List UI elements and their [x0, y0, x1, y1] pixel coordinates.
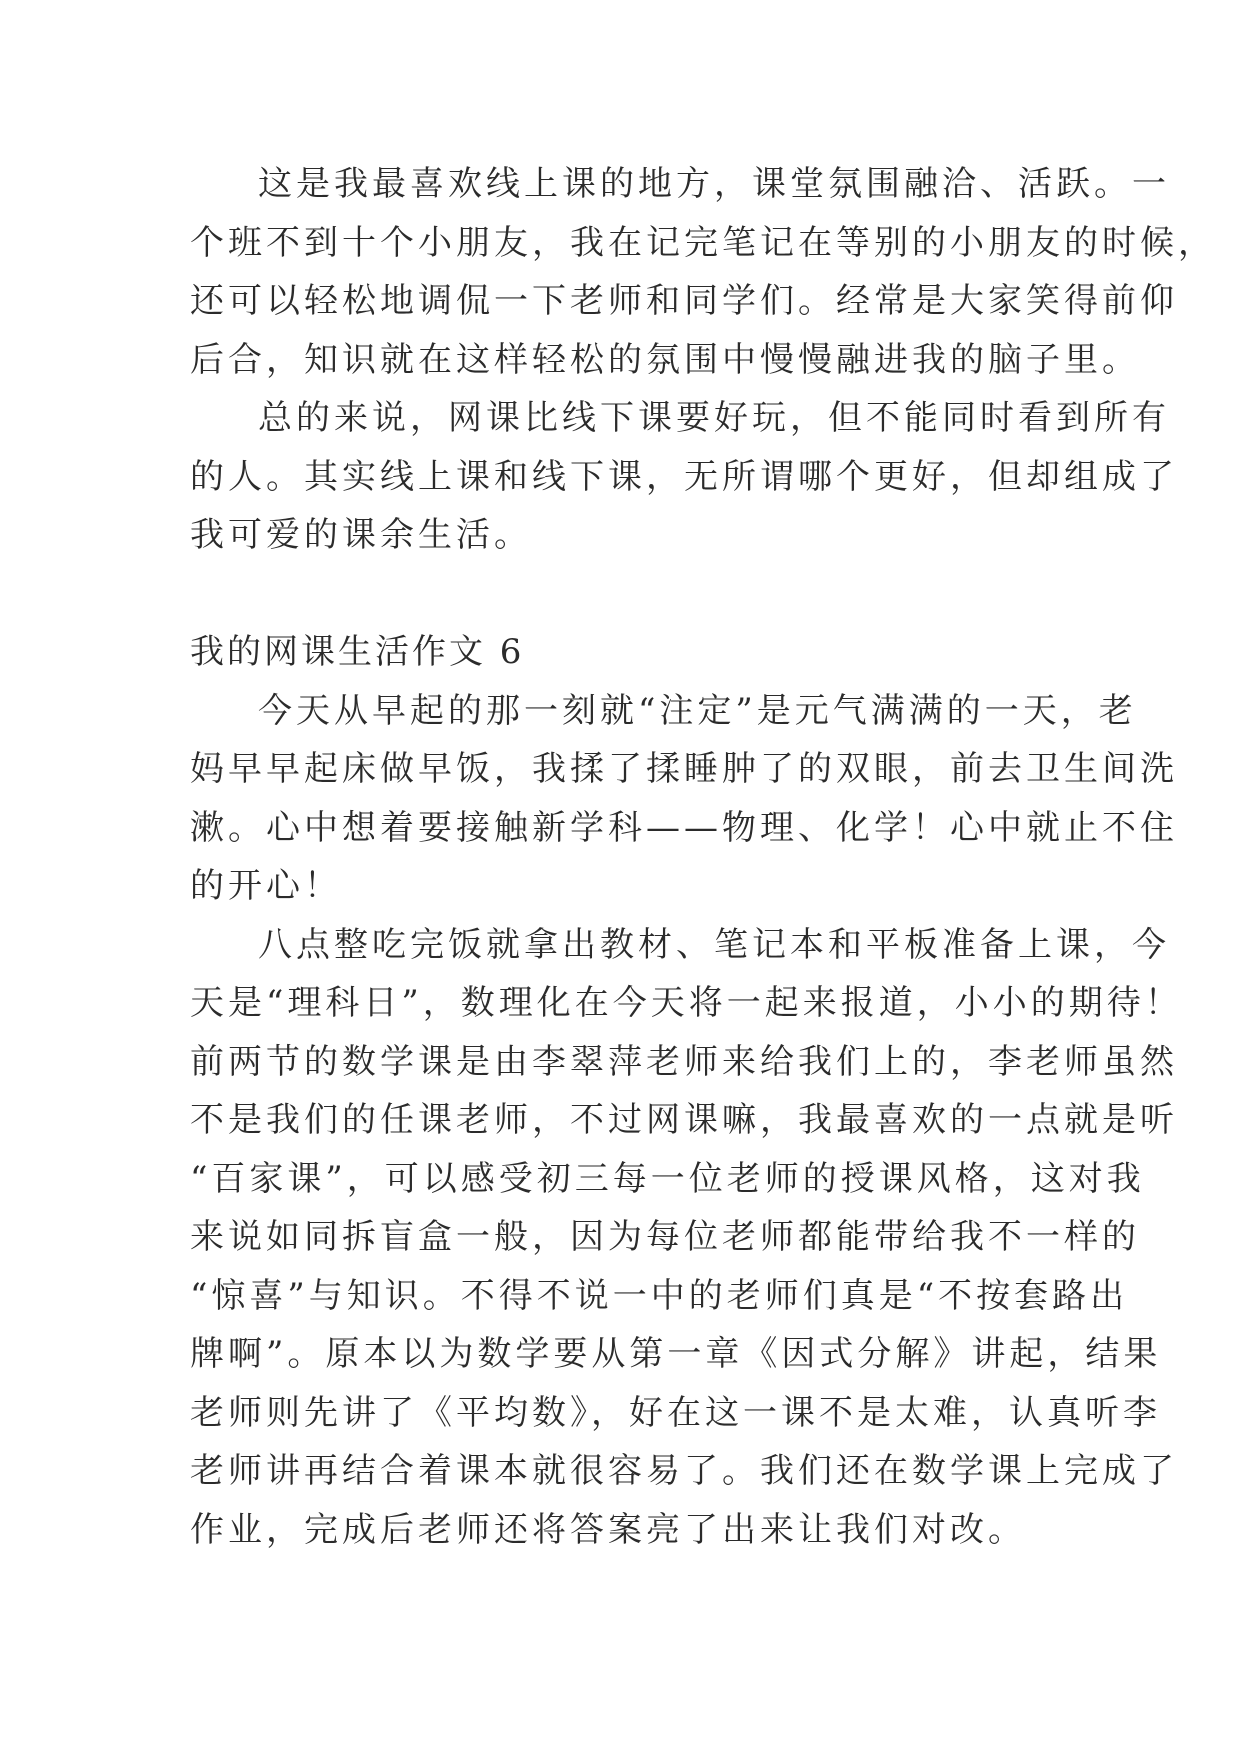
paragraph-1-line-3: 还可以轻松地调侃一下老师和同学们。经常是大家笑得前仰	[190, 281, 1178, 321]
paragraph-4-line-10: 老师讲再结合着课本就很容易了。我们还在数学课上完成了	[190, 1451, 1178, 1491]
paragraph-3-line-3: 漱。心中想着要接触新学科——物理、化学！心中就止不住	[190, 807, 1178, 848]
paragraph-4-line-7: “惊喜”与知识。不得不说一中的老师们真是“不按套路出	[190, 1275, 1129, 1316]
paragraph-4-line-3: 前两节的数学课是由李翠萍老师来给我们上的，李老师虽然	[190, 1041, 1178, 1082]
paragraph-1-line-1: 这是我最喜欢线上课的地方，课堂氛围融洽、活跃。一	[258, 164, 1170, 204]
paragraph-4-line-1: 八点整吃完饭就拿出教材、笔记本和平板准备上课，今	[258, 924, 1170, 965]
paragraph-2-line-2: 的人。其实线上课和线下课，无所谓哪个更好，但却组成了	[190, 456, 1178, 497]
paragraph-3-line-4: 的开心！	[190, 866, 342, 906]
paragraph-4-line-8: 牌啊”。原本以为数学要从第一章《因式分解》讲起，结果	[190, 1334, 1162, 1374]
section-title: 我的网课生活作文 6	[190, 632, 525, 672]
section-gap	[190, 565, 1070, 624]
paragraph-2-line-1: 总的来说，网课比线下课要好玩，但不能同时看到所有	[258, 398, 1170, 438]
paragraph-3-line-1: 今天从早起的那一刻就“注定”是元气满满的一天，老	[258, 690, 1137, 731]
paragraph-2-line-3: 我可爱的课余生活。	[190, 515, 532, 555]
paragraph-1-line-4: 后合，知识就在这样轻松的氛围中慢慢融进我的脑子里。	[190, 339, 1140, 380]
paragraph-4-line-5: “百家课”，可以感受初三每一位老师的授课风格，这对我	[190, 1158, 1145, 1199]
paragraph-4-line-4: 不是我们的任课老师，不过网课嘛，我最喜欢的一点就是听	[190, 1100, 1178, 1140]
paragraph-1-line-2: 个班不到十个小朋友，我在记完笔记在等别的小朋友的时候，	[190, 222, 1216, 263]
paragraph-4-line-2: 天是“理科日”，数理化在今天将一起来报道，小小的期待！	[190, 983, 1183, 1023]
paragraph-4-line-11: 作业，完成后老师还将答案亮了出来让我们对改。	[190, 1509, 1026, 1550]
document-body	[190, 155, 1216, 1559]
paragraph-4-line-9: 老师则先讲了《平均数》，好在这一课不是太难，认真听李	[190, 1392, 1161, 1433]
paragraph-3-line-2: 妈早早起床做早饭，我揉了揉睡肿了的双眼，前去卫生间洗	[190, 749, 1178, 789]
paragraph-4-line-6: 来说如同拆盲盒一般，因为每位老师都能带给我不一样的	[190, 1217, 1140, 1257]
